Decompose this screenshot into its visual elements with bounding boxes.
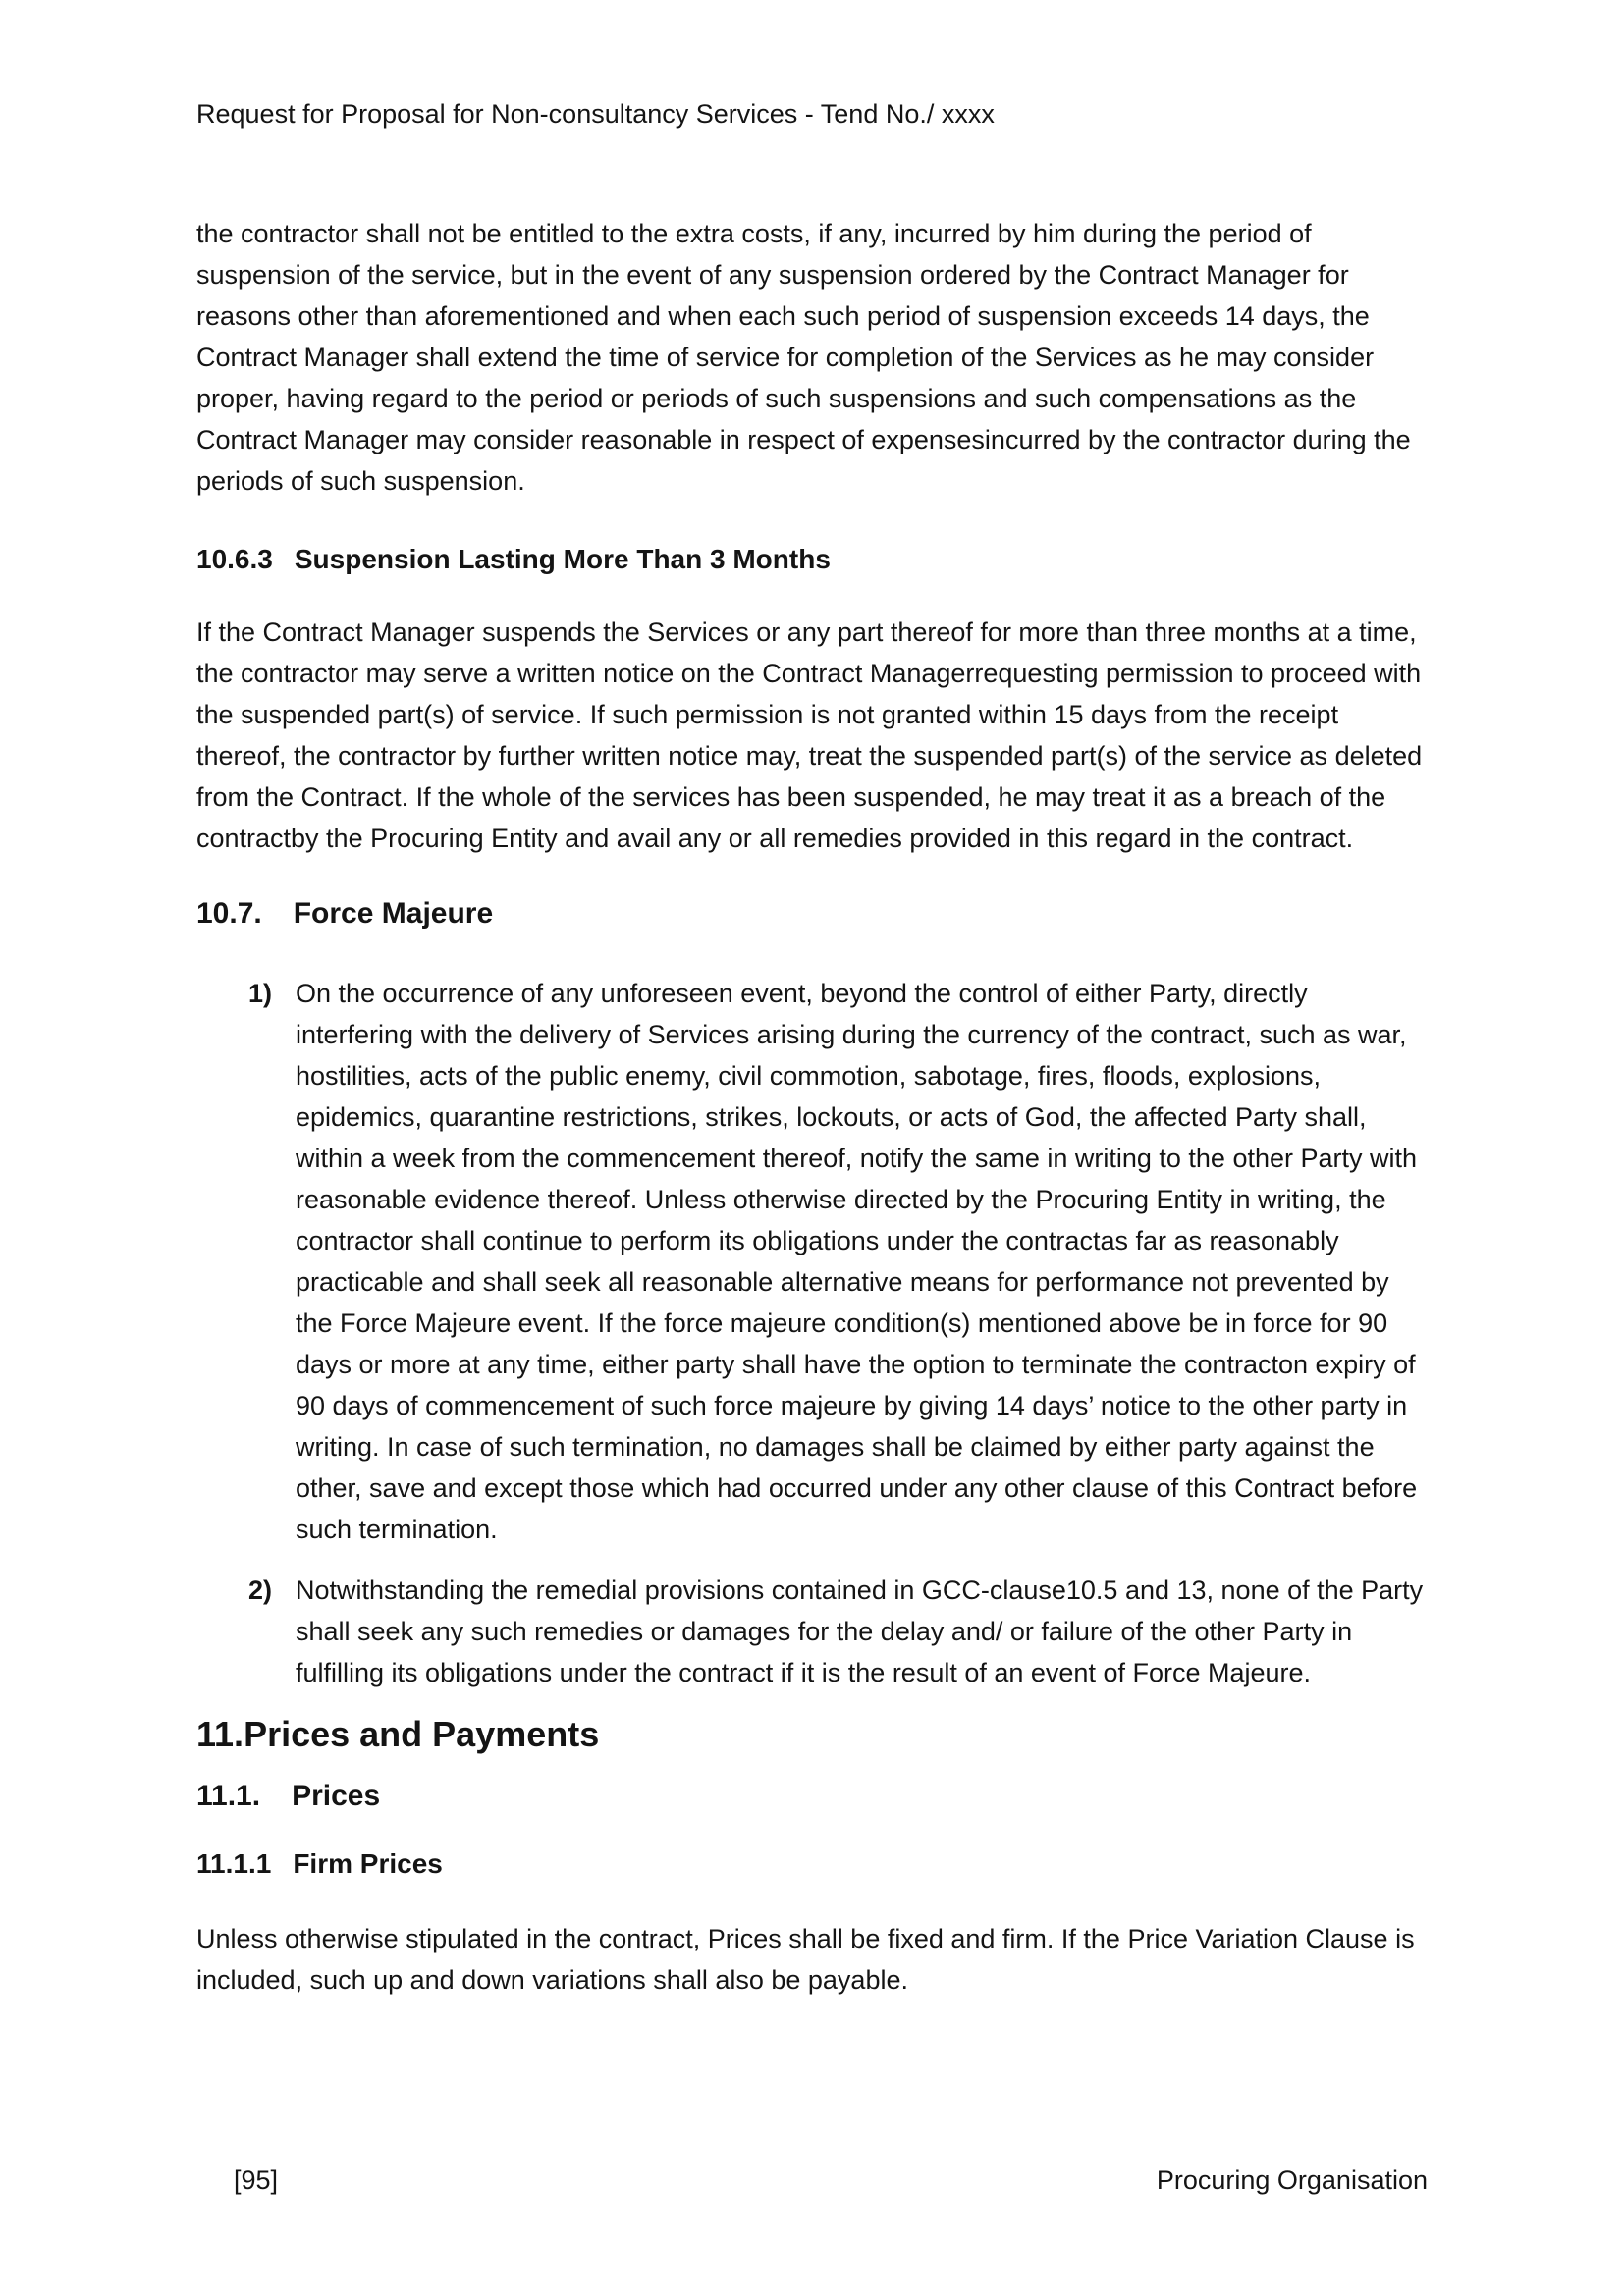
footer-page-number: [95] bbox=[234, 2165, 279, 2195]
heading-title: Prices and Payments bbox=[244, 1714, 600, 1754]
section-heading-11-1-1 bbox=[196, 1847, 1428, 1881]
section-heading-11-1 bbox=[196, 1779, 1428, 1814]
heading-title: Firm Prices bbox=[293, 1848, 443, 1879]
list-item-marker: 2) bbox=[248, 1575, 273, 1605]
heading-title: Prices bbox=[292, 1780, 381, 1812]
heading-title: Suspension Lasting More Than 3 Months bbox=[294, 544, 831, 574]
heading-number: 10.6.3 bbox=[196, 544, 273, 574]
list-item-marker: 1) bbox=[248, 979, 273, 1008]
paragraph-firm-prices: Unless otherwise stipulated in the contract, Prices shall be fixed and firm. If the Price Variation Clause is included, such up and down variations shall also be payable. bbox=[196, 1924, 1415, 1995]
page-header bbox=[196, 98, 1428, 130]
paragraph-suspension-3-months: If the Contract Manager suspends the Services or any part thereof for more than three months at a time, the contractor may serve a written notice on the Contract Managerrequesting permission to proceed with the suspended part(s) of service. If such permission is not granted within 15 days from the receipt thereof, the contractor by further written notice may, treat the suspended part(s) of the service as deleted from the Contract. If the whole of the services has been suspended, he may treat it as a breach of the contractby the Procuring Entity and avail any or all remedies provided in this regard in the contract. bbox=[196, 617, 1423, 853]
footer-org-name: Procuring Organisation bbox=[1156, 2165, 1428, 2195]
list-item bbox=[196, 1570, 1428, 1693]
list-item-text: On the occurrence of any unforeseen event, beyond the control of either Party, directly interfering with the delivery of Services arising during the currency of the contract, such as war, hostilities, acts of the public enemy, civil commotion, sabotage, fires, floods, explosions, epidemics, quarantine restrictions, strikes, lockouts, or acts of God, the affected Party shall, within a week from the commencement thereof, notify the same in writing to the other Party with reasonable evidence thereof. Unless otherwise directed by the Procuring Entity in writing, the contractor shall continue to perform its obligations under the contractas far as reasonably practicable and shall seek all reasonable alternative means for performance not prevented by the Force Majeure event. If the force majeure condition(s) mentioned above be in force for 90 days or more at any time, either party shall have the option to terminate the contracton expiry of 90 days of commencement of such force majeure by giving 14 days’ notice to the other party in writing. In case of such termination, no damages shall be claimed by either party against the other, save and except those which had occurred under any other clause of this Contract before such termination. bbox=[296, 979, 1418, 1544]
section-heading-10-7 bbox=[196, 896, 1428, 932]
list-item-text: Notwithstanding the remedial provisions contained in GCC-clause10.5 and 13, none of the Party shall seek any such remedies or damages for the delay and/ or failure of the other Party in fulfilling its obligations under the contract if it is the result of an event of Force Majeure. bbox=[296, 1575, 1424, 1687]
force-majeure-list bbox=[196, 973, 1428, 1693]
page-footer bbox=[196, 2164, 1428, 2196]
heading-number: 11. bbox=[196, 1714, 244, 1754]
heading-number: 11.1. bbox=[196, 1780, 261, 1812]
heading-number: 11.1.1 bbox=[196, 1848, 272, 1879]
heading-title: Force Majeure bbox=[293, 897, 494, 930]
paragraph-suspension-costs: the contractor shall not be entitled to the extra costs, if any, incurred by him during the period of suspension of the service, but in the event of any suspension ordered by the Contract Manager for reasons other than aforementioned and when each such period of suspension exceeds 14 days, the Contract Manager shall extend the time of service for completion of the Services as he may consider proper, having regard to the period or periods of such suspensions and such compensations as the Contract Manager may consider reasonable in respect of expensesincurred by the contractor during the periods of such suspension. bbox=[196, 219, 1411, 496]
section-heading-11 bbox=[196, 1713, 1428, 1755]
heading-number: 10.7. bbox=[196, 897, 262, 930]
header-title: Request for Proposal for Non-consultancy Services - Tend No./ xxxx bbox=[196, 99, 995, 129]
section-heading-10-6-3 bbox=[196, 543, 1428, 576]
list-item bbox=[196, 973, 1428, 1550]
